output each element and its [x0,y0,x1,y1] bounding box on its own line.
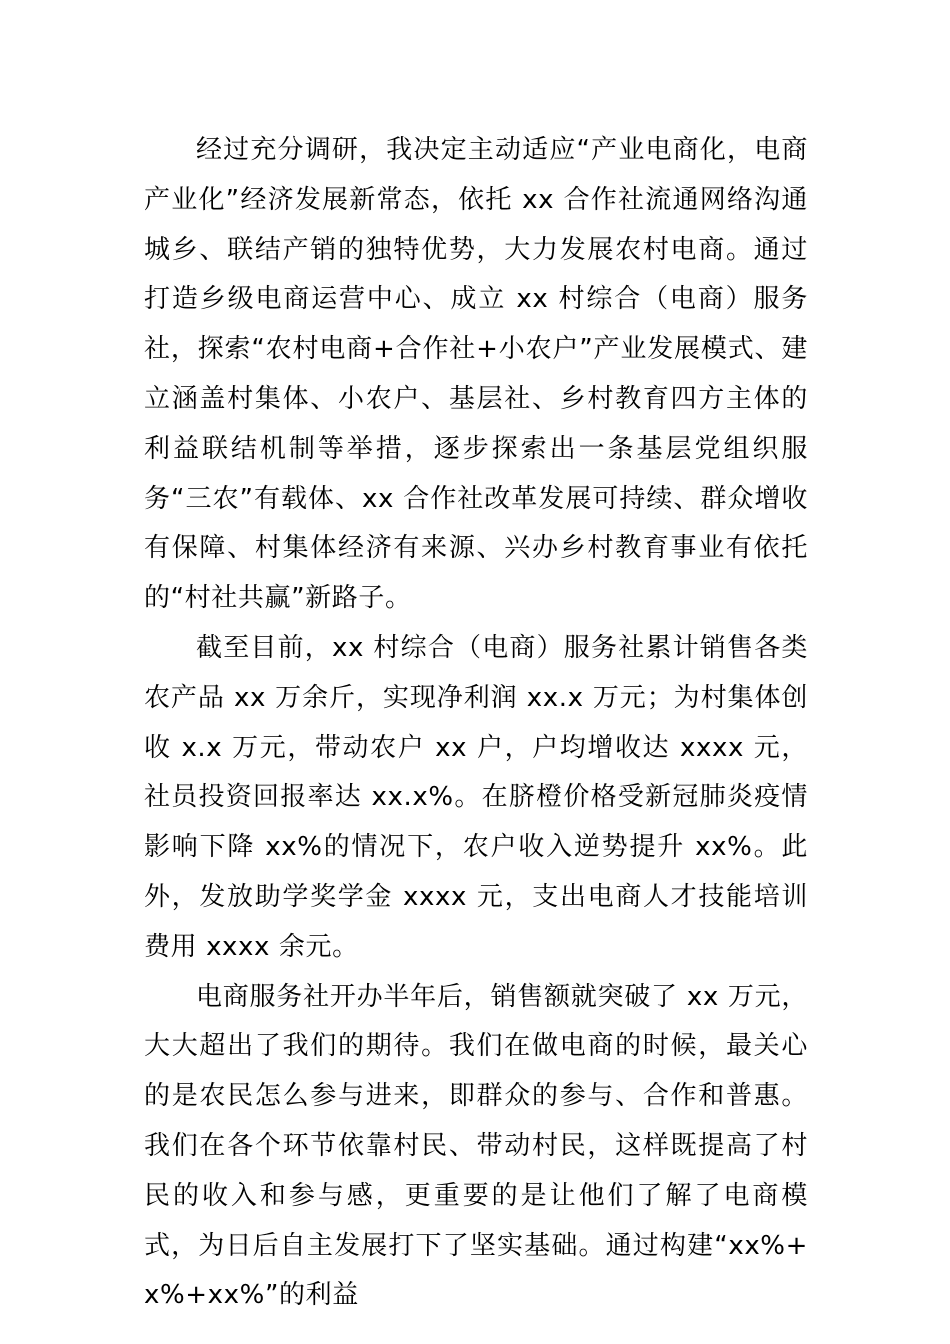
paragraph: 截至目前，xx 村综合（电商）服务社累计销售各类农产品 xx 万余斤，实现净利润 xx.x 万元；为村集体创收 x.x 万元，带动农户 xx 户，户均增收达 xxxx 元，社员投资回报率达 xx.x%。在脐橙价格受新冠肺炎疫情影响下降 xx%的情况下，农户收入逆势提升 xx%。此外，发放助学奖学金 xxxx 元，支出电商人才技能培训费用 xxxx 余元。 [144,632,808,962]
document-body [144,126,808,1321]
paragraph: 电商服务社开办半年后，销售额就突破了 xx 万元，大大超出了我们的期待。我们在做电商的时候，最关心的是农民怎么参与进来，即群众的参与、合作和普惠。我们在各个环节依靠村民、带动村民，这样既提高了村民的收入和参与感，更重要的是让他们了解了电商模式，为日后自主发展打下了坚实基础。通过构建“xx%+x%+xx%”的利益 [144,981,808,1311]
paragraph: 经过充分调研，我决定主动适应“产业电商化，电商产业化”经济发展新常态，依托 xx 合作社流通网络沟通城乡、联结产销的独特优势，大力发展农村电商。通过打造乡级电商运营中心、成立 xx 村综合（电商）服务社，探索“农村电商+合作社+小农户”产业发展模式、建立涵盖村集体、小农户、基层社、乡村教育四方主体的利益联结机制等举措，逐步探索出一条基层党组织服务“三农”有载体、xx 合作社改革发展可持续、群众增收有保障、村集体经济有来源、兴办乡村教育事业有依托的“村社共赢”新路子。 [144,135,808,614]
